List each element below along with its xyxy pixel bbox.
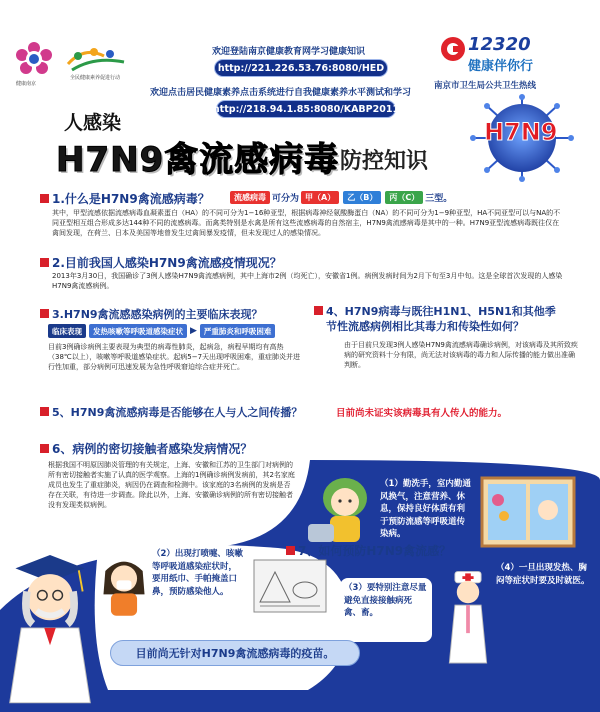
section-3-body: 目前3例确诊病例主要表现为典型的病毒性肺炎，起病急，病程早期均有高热（38℃以上），咳嗽等呼吸道感染症状。起病5−7天出现呼吸困难，重症肺炎并进行性加重，部分病例可迅速发展为急性呼吸窘迫综合症并死亡。 (48, 343, 301, 371)
tip-2-text: （2）出现打喷嚏、咳嗽等呼吸道感染症状时，要用纸巾、手帕掩盖口鼻，预防感染他人。 (152, 549, 243, 597)
title-suffix: 防控知识 (340, 149, 429, 174)
section-6-body: 根据我国不明原因肺炎管理的有关规定，上海、安徽和江苏的卫生部门对病例的所有密切接触者实施了认真的医学观察。上海的1例确诊病例发病前，其2名家庭成员也发生了重症肺炎，病因仍在调查和检测中。该家庭的3名病例的发病是否存在关联，有待进一步调查。除此以外，上海、安徽确诊病例的所有密切接触者没有发现类似病例。 (48, 461, 295, 509)
question-5 (40, 404, 302, 420)
question-3-text: 3.H7N9禽流感感染病例的主要临床表现？ (52, 308, 263, 321)
bullet-square (40, 258, 49, 267)
section-4-body: 由于目前只发现3例人感染H7N9禽流感病毒确诊病例，对该病毒及其所致疾病的研究资料十分有限，尚无法对该病毒的毒力和人际传播的能力做出准确判断。 (344, 341, 578, 369)
hotline-icon (440, 36, 466, 62)
flu-virus-tag: 流感病毒 (230, 191, 270, 204)
sneezing-woman-illustration (96, 550, 152, 620)
arrow-right-icon: ▶ (190, 326, 197, 336)
logo2-caption: 全民健康素养促进行动 (70, 75, 121, 81)
tip-3-card (340, 578, 432, 642)
bullet-square (40, 444, 49, 453)
welcome-text-top: 欢迎登陆南京健康教育网学习健康知识 (212, 47, 366, 57)
question-2 (40, 254, 282, 271)
answer-mid: 可分为 (272, 194, 300, 204)
doctor-mascot-illustration (2, 540, 98, 712)
vaccine-note: 目前尚无针对H7N9禽流感病毒的疫苗。 (110, 640, 360, 666)
hotline-slogan: 健康伴你行 (468, 59, 534, 74)
question-3 (40, 306, 263, 322)
hotline-org: 南京市卫生局公共卫生热线 (434, 81, 537, 91)
poultry-market-sketch (250, 552, 330, 616)
symptom-flow (48, 324, 275, 338)
bullet-square (40, 309, 49, 318)
symptom-chip-severe: 严重肺炎和呼吸困难 (200, 324, 276, 338)
tip-4-card (496, 562, 594, 587)
question-1-answer (228, 191, 452, 204)
section-2-body: 2013年3月30日，我国确诊了3例人感染H7N9禽流感病例，其中上海市2例（均死亡），安徽省1例。病例发病时间为2月下旬至3月中旬。这是全球首次发现的人感染H7N9禽流感病例。 (52, 272, 563, 290)
question-6-text: 6、病例的密切接触者感染发病情况？ (52, 442, 253, 456)
window-ventilation-illustration (478, 470, 578, 550)
question-7-text: 7、如何预防H7N9禽流感？ (298, 544, 452, 558)
question-5-text: 5、H7N9禽流感病毒是否能够在人与人之间传播？ (52, 406, 303, 419)
answer-5: 目前尚未证实该病毒具有人传人的能力。 (336, 408, 508, 419)
nurse-illustration (440, 566, 496, 676)
url-link-hed[interactable]: http://221.226.53.76:8080/HED (214, 59, 388, 77)
question-2-text: 2.目前我国人感染H7N9禽流感疫情现况？ (52, 256, 282, 270)
url-link-kabp[interactable]: http://218.94.1.85:8080/KABP2011 (216, 100, 396, 118)
tip-3-text: （3）要特别注意尽量避免直接接触病死禽、畜。 (344, 583, 427, 618)
hotline-number: 12320 (468, 34, 531, 55)
welcome-text-bottom: 欢迎点击居民健康素养点击系统进行自我健康素养水平测试和学习 (150, 88, 412, 98)
bullet-square (40, 194, 49, 203)
title-sub: 人感染 (64, 112, 122, 134)
tip-1-bubble (380, 478, 472, 541)
type-c-tag: 丙（C） (385, 191, 423, 204)
virus-badge: H7N9 (484, 118, 558, 146)
question-4-line2: 节性流感病例相比其毒力和传染性如何？ (326, 320, 524, 333)
question-1 (40, 190, 210, 207)
logo1-caption: 健康南京 (16, 81, 37, 87)
bullet-square (314, 306, 323, 315)
question-6 (40, 440, 252, 457)
type-a-tag: 甲（A） (301, 191, 339, 204)
healthy-nanjing-logo (12, 40, 56, 80)
answer-end: 三型。 (425, 194, 453, 204)
tip-4-text: （4）一旦出现发热、胸闷等症状时要及时就医。 (496, 563, 590, 586)
question-4 (314, 304, 556, 334)
question-4-line1: 4、H7N9病毒与既往H1N1、H5N1和其他季 (326, 305, 556, 318)
page-title: H7N9禽流感病毒 (56, 140, 340, 180)
section-1-body: 其中，甲型流感依据流感病毒血凝素蛋白（HA）的不同可分为1−16种亚型，根据病毒神经氨酸酶蛋白（NA）的不同可分为1−9种亚型，HA不同亚型可以与NA的不同亚型相互组合形成多达144种不同的流感病毒。而禽类特别是水禽是所有这些流感病毒的自然宿主，H7N9禽流感病毒是其中的一种。H7N9亚型流感病毒既往仅在禽间发现，在荷兰、日本及美国等地曾发生过禽间暴发疫情，但未发现过人的感染情况。 (52, 209, 561, 237)
question-1-text: 1.什么是H7N9禽流感病毒？ (52, 192, 210, 206)
symptom-chip-label: 临床表现 (48, 324, 86, 338)
tip-1-text: （1）勤洗手，室内勤通风换气，注意营养、休息，保持良好体质有利于预防流感等呼吸道传染病。 (380, 479, 471, 539)
bullet-square (286, 546, 295, 555)
bullet-square (40, 407, 49, 416)
symptom-chip-flu: 发热咳嗽等呼吸道感染症状 (89, 324, 187, 338)
type-b-tag: 乙（B） (343, 191, 381, 204)
question-7 (286, 542, 451, 559)
